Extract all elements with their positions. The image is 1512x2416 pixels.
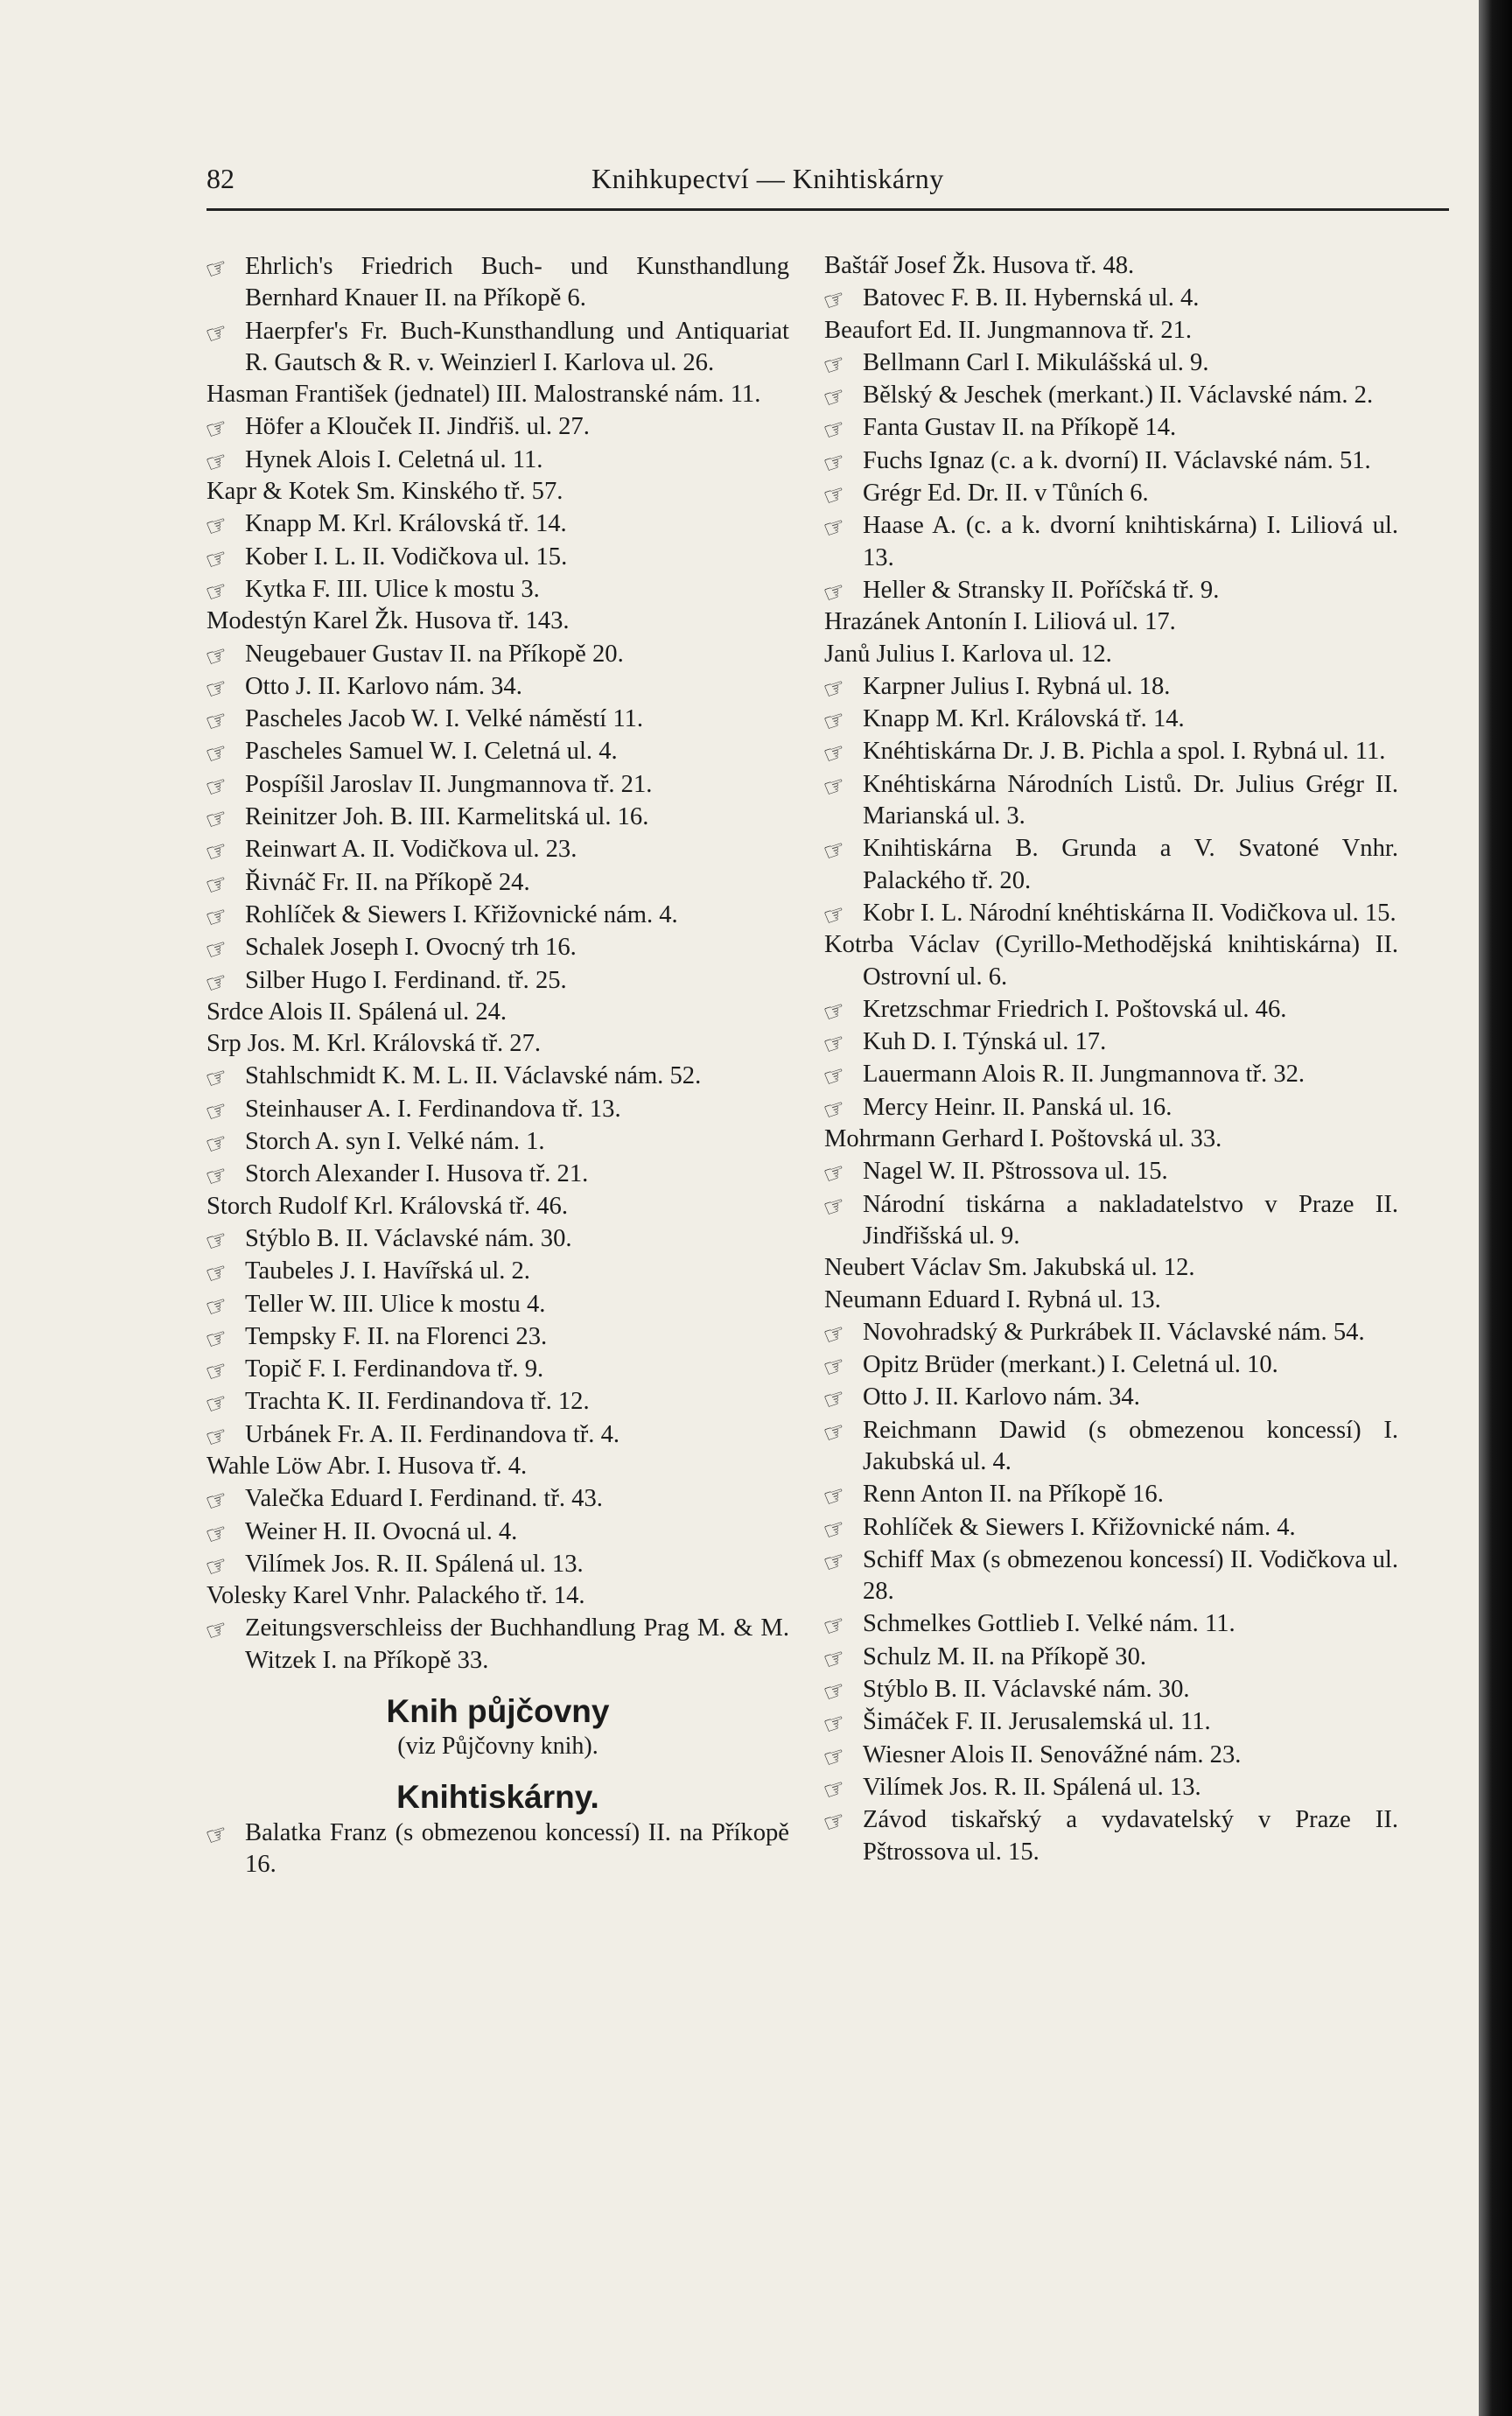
- directory-entry: [201, 315, 789, 380]
- pointing-hand-icon: ☞: [201, 1320, 232, 1355]
- pointing-hand-icon: ☞: [201, 1159, 232, 1194]
- directory-entry: [819, 1739, 1398, 1774]
- section-title-printers: Knihtiskárny.: [396, 1779, 599, 1816]
- pointing-hand-icon: ☞: [819, 1674, 850, 1709]
- directory-entry: [819, 1155, 1398, 1191]
- entry-text: Kretzschmar Friedrich I. Poštovská ul. 46.: [863, 995, 1287, 1023]
- directory-entry: [819, 1316, 1398, 1351]
- entry-text: Knapp M. Krl. Královská tř. 14.: [863, 705, 1185, 733]
- entry-text: Vilímek Jos. R. II. Spálená ul. 13.: [245, 1550, 584, 1578]
- entry-text: Stahlschmidt K. M. L. II. Václavské nám. 52.: [245, 1062, 702, 1090]
- entry-text: Storch A. syn I. Velké nám. 1.: [245, 1128, 545, 1156]
- entry-text: Neumann Eduard I. Rybná ul. 13.: [824, 1285, 1161, 1313]
- entry-text: Fanta Gustav II. na Příkopě 14.: [863, 414, 1177, 442]
- pointing-hand-icon: ☞: [201, 638, 232, 673]
- directory-entry: [819, 1544, 1398, 1608]
- pointing-hand-icon: ☞: [819, 283, 850, 318]
- entry-text: Kober I. L. II. Vodičkova ul. 15.: [245, 543, 568, 571]
- pointing-hand-icon: ☞: [201, 834, 232, 869]
- pointing-hand-icon: ☞: [201, 541, 232, 576]
- directory-entry: [824, 1252, 1398, 1284]
- pointing-hand-icon: ☞: [819, 1772, 850, 1807]
- entry-text: Balatka Franz (s obmezenou koncessí) II. na Příkopě 16.: [245, 1819, 789, 1879]
- pointing-hand-icon: ☞: [201, 574, 232, 609]
- pointing-hand-icon: ☞: [201, 736, 232, 771]
- directory-entry: [201, 931, 789, 967]
- directory-entry: [201, 703, 789, 739]
- entry-text: Steinhauser A. I. Ferdinandova tř. 13.: [245, 1095, 621, 1123]
- entry-text: Grégr Ed. Dr. II. v Tůních 6.: [863, 480, 1149, 508]
- entry-text: Novohradský & Purkrábek II. Václavské nám. 54.: [863, 1318, 1365, 1346]
- directory-entry: [201, 735, 789, 771]
- pointing-hand-icon: ☞: [201, 411, 232, 446]
- directory-entry: [824, 250, 1398, 282]
- entry-text: Pospíšil Jaroslav II. Jungmannova tř. 21.: [245, 770, 653, 798]
- entry-text: Zeitungsverschleiss der Buchhandlung Prag M. & M. Witzek I. na Příkopě 33.: [245, 1614, 789, 1674]
- directory-entry: [819, 1478, 1398, 1514]
- entry-text: Weiner H. II. Ovocná ul. 4.: [245, 1517, 518, 1545]
- directory-entry: [819, 768, 1398, 833]
- entry-text: Neubert Václav Sm. Jakubská ul. 12.: [824, 1254, 1195, 1282]
- pointing-hand-icon: ☞: [201, 315, 232, 350]
- directory-entry: [201, 1385, 789, 1421]
- directory-entry: [819, 670, 1398, 706]
- pointing-hand-icon: ☞: [201, 964, 232, 999]
- directory-entry: [201, 1222, 789, 1258]
- pointing-hand-icon: ☞: [201, 1061, 232, 1096]
- pointing-hand-icon: ☞: [201, 1093, 232, 1128]
- pointing-hand-icon: ☞: [201, 1126, 232, 1161]
- entry-text: Schmelkes Gottlieb I. Velké nám. 11.: [863, 1610, 1236, 1638]
- directory-entry: [819, 832, 1398, 897]
- page-header: [206, 156, 1449, 208]
- directory-entry: [819, 1705, 1398, 1741]
- directory-entry: [201, 1516, 789, 1551]
- entry-text: Opitz Brüder (merkant.) I. Celetná ul. 10.: [863, 1351, 1278, 1379]
- directory-entry: [206, 606, 789, 637]
- directory-entry: [206, 1191, 789, 1222]
- entry-text: Národní tiskárna a nakladatelstvo v Praze II. Jindřišská ul. 9.: [863, 1190, 1398, 1250]
- page-number: 82: [206, 163, 234, 194]
- directory-entry: [819, 1511, 1398, 1546]
- directory-entry: [206, 1028, 789, 1060]
- pointing-hand-icon: ☞: [819, 1544, 850, 1579]
- pointing-hand-icon: ☞: [819, 670, 850, 706]
- pointing-hand-icon: ☞: [819, 1641, 850, 1676]
- directory-entry: [819, 703, 1398, 739]
- pointing-hand-icon: ☞: [819, 347, 850, 382]
- directory-entry: [201, 573, 789, 609]
- entry-text: Fuchs Ignaz (c. a k. dvorní) II. Václavské nám. 51.: [863, 446, 1371, 474]
- directory-entry: [201, 768, 789, 803]
- entry-text: Závod tiskařský a vydavatelský v Praze II. Pštrossova ul. 15.: [863, 1806, 1398, 1866]
- pointing-hand-icon: ☞: [819, 736, 850, 771]
- directory-entry: [824, 606, 1398, 638]
- directory-entry: [824, 639, 1398, 670]
- right-entry-list: [819, 250, 1398, 1868]
- pointing-hand-icon: ☞: [201, 1613, 232, 1648]
- entry-text: Batovec F. B. II. Hybernská ul. 4.: [863, 284, 1200, 312]
- directory-entry: [201, 1548, 789, 1584]
- entry-text: Baštář Josef Žk. Husova tř. 48.: [824, 252, 1135, 279]
- directory-entry: [819, 1058, 1398, 1094]
- left-column: [201, 250, 789, 1881]
- entry-text: Wahle Löw Abr. I. Husova tř. 4.: [206, 1452, 528, 1480]
- entry-text: Ehrlich's Friedrich Buch- und Kunsthandlung Bernhard Knauer II. na Příkopě 6.: [245, 253, 789, 312]
- entry-text: Beaufort Ed. II. Jungmannova tř. 21.: [824, 316, 1193, 344]
- directory-entry: [201, 541, 789, 576]
- directory-entry: [201, 670, 789, 706]
- entry-text: Řivnáč Fr. II. na Příkopě 24.: [245, 868, 530, 896]
- entry-text: Schalek Joseph I. Ovocný trh 16.: [245, 934, 577, 962]
- pointing-hand-icon: ☞: [819, 1059, 850, 1094]
- pointing-hand-icon: ☞: [819, 1156, 850, 1191]
- pointing-hand-icon: ☞: [201, 1256, 232, 1291]
- entry-text: Bellmann Carl I. Mikulášská ul. 9.: [863, 348, 1209, 376]
- directory-entry: [206, 379, 789, 410]
- entry-text: Stýblo B. II. Václavské nám. 30.: [245, 1224, 572, 1252]
- entry-text: Valečka Eduard I. Ferdinand. tř. 43.: [245, 1485, 603, 1513]
- directory-entry: [819, 1771, 1398, 1807]
- pointing-hand-icon: ☞: [201, 1516, 232, 1551]
- entry-text: Haerpfer's Fr. Buch-Kunsthandlung und Antiquariat R. Gautsch & R. v. Weinzierl I. Karlova ul. 26.: [245, 317, 789, 376]
- entry-text: Tempsky F. II. na Florenci 23.: [245, 1322, 548, 1350]
- directory-entry: [819, 1381, 1398, 1417]
- directory-entry: [819, 735, 1398, 771]
- entry-text: Schulz M. II. na Příkopě 30.: [863, 1642, 1147, 1670]
- directory-entry: [201, 1060, 789, 1096]
- entry-text: Storch Alexander I. Husova tř. 21.: [245, 1160, 589, 1188]
- pointing-hand-icon: ☞: [201, 1817, 232, 1852]
- pointing-hand-icon: ☞: [819, 1382, 850, 1417]
- pointing-hand-icon: ☞: [819, 575, 850, 610]
- printers-entry-list: [201, 1817, 789, 1881]
- section-subtitle-lending: (viz Půjčovny knih).: [397, 1733, 598, 1761]
- entry-text: Kobr I. L. Národní knéhtiskárna II. Vodičkova ul. 15.: [863, 899, 1396, 927]
- pointing-hand-icon: ☞: [201, 1483, 232, 1518]
- pointing-hand-icon: ☞: [201, 802, 232, 837]
- entry-text: Karpner Julius I. Rybná ul. 18.: [863, 672, 1171, 700]
- directory-entry: [824, 929, 1398, 993]
- directory-entry: [201, 1288, 789, 1323]
- header-rule: [206, 208, 1449, 211]
- directory-entry: [201, 508, 789, 543]
- directory-entry: [201, 1482, 789, 1518]
- entry-text: Urbánek Fr. A. II. Ferdinandova tř. 4.: [245, 1420, 620, 1448]
- entry-text: Otto J. II. Karlovo nám. 34.: [863, 1383, 1140, 1411]
- directory-entry: [201, 1612, 789, 1677]
- entry-text: Schiff Max (s obmezenou koncessí) II. Vodičkova ul. 28.: [863, 1545, 1398, 1606]
- pointing-hand-icon: ☞: [201, 444, 232, 479]
- pointing-hand-icon: ☞: [201, 1222, 232, 1258]
- directory-entry: [819, 897, 1398, 933]
- pointing-hand-icon: ☞: [201, 1354, 232, 1389]
- scan-edge: [1479, 0, 1512, 2416]
- directory-entry: [824, 315, 1398, 347]
- directory-entry: [824, 1285, 1398, 1316]
- directory-entry: [819, 1348, 1398, 1384]
- entry-text: Renn Anton II. na Příkopě 16.: [863, 1481, 1164, 1509]
- entry-text: Nagel W. II. Pštrossova ul. 15.: [863, 1158, 1168, 1186]
- directory-entry: [824, 1124, 1398, 1155]
- entry-text: Lauermann Alois R. II. Jungmannova tř. 32.: [863, 1061, 1306, 1089]
- entry-text: Srp Jos. M. Krl. Královská tř. 27.: [206, 1030, 542, 1058]
- pointing-hand-icon: ☞: [819, 833, 850, 868]
- entry-text: Kytka F. III. Ulice k mostu 3.: [245, 575, 540, 603]
- directory-entry: [819, 411, 1398, 447]
- entry-text: Hrazánek Antonín I. Liliová ul. 17.: [824, 608, 1176, 636]
- entry-text: Modestýn Karel Žk. Husova tř. 143.: [206, 607, 570, 635]
- entry-text: Hynek Alois I. Celetná ul. 11.: [245, 445, 543, 473]
- directory-entry: [819, 574, 1398, 610]
- entry-text: Stýblo B. II. Václavské nám. 30.: [863, 1676, 1190, 1704]
- pointing-hand-icon: ☞: [819, 1479, 850, 1514]
- section-title-lending: Knih půjčovny: [386, 1693, 610, 1730]
- pointing-hand-icon: ☞: [819, 1026, 850, 1061]
- directory-entry: [819, 1641, 1398, 1676]
- entry-text: Pascheles Jacob W. I. Velké náměstí 11.: [245, 705, 644, 733]
- entry-text: Otto J. II. Karlovo nám. 34.: [245, 672, 522, 700]
- entry-text: Rohlíček & Siewers I. Křižovnické nám. 4.: [245, 900, 678, 928]
- directory-entry: [819, 1091, 1398, 1126]
- pointing-hand-icon: ☞: [819, 1188, 850, 1223]
- pointing-hand-icon: ☞: [819, 768, 850, 803]
- entry-text: Reinitzer Joh. B. III. Karmelitská ul. 16.: [245, 803, 649, 831]
- entry-text: Trachta K. II. Ferdinandova tř. 12.: [245, 1388, 590, 1416]
- directory-entry: [201, 1158, 789, 1194]
- pointing-hand-icon: ☞: [819, 1706, 850, 1741]
- directory-entry: [819, 1803, 1398, 1868]
- directory-entry: [819, 477, 1398, 513]
- entry-text: Šimáček F. II. Jerusalemská ul. 11.: [863, 1708, 1211, 1736]
- pointing-hand-icon: ☞: [819, 1349, 850, 1384]
- pointing-hand-icon: ☞: [201, 251, 232, 286]
- entry-text: Knapp M. Krl. Královská tř. 14.: [245, 510, 567, 538]
- pointing-hand-icon: ☞: [201, 704, 232, 739]
- directory-entry: [201, 638, 789, 673]
- directory-entry: [819, 1188, 1398, 1253]
- pointing-hand-icon: ☞: [201, 1418, 232, 1453]
- directory-entry: [201, 1255, 789, 1291]
- pointing-hand-icon: ☞: [819, 1511, 850, 1546]
- pointing-hand-icon: ☞: [201, 866, 232, 901]
- pointing-hand-icon: ☞: [201, 1288, 232, 1323]
- entry-text: Mohrmann Gerhard I. Poštovská ul. 33.: [824, 1125, 1222, 1153]
- pointing-hand-icon: ☞: [819, 1414, 850, 1449]
- directory-entry: [819, 347, 1398, 382]
- pointing-hand-icon: ☞: [819, 1091, 850, 1126]
- pointing-hand-icon: ☞: [201, 899, 232, 935]
- pointing-hand-icon: ☞: [201, 1386, 232, 1421]
- directory-entry: [201, 899, 789, 935]
- directory-entry: [819, 1673, 1398, 1709]
- directory-entry: [819, 509, 1398, 574]
- directory-entry: [201, 801, 789, 837]
- directory-entry: [201, 1353, 789, 1389]
- directory-entry: [201, 1418, 789, 1453]
- right-column: [819, 250, 1398, 1868]
- entry-text: Bělský & Jeschek (merkant.) II. Václavské nám. 2.: [863, 382, 1374, 410]
- pointing-hand-icon: ☞: [201, 768, 232, 803]
- entry-text: Kotrba Václav (Cyrillo-Methodějská knihtiskárna) II. Ostrovní ul. 6.: [824, 931, 1398, 991]
- running-title: Knihkupectví — Knihtiskárny: [592, 163, 944, 194]
- entry-text: Knéhtiskárna Dr. J. B. Pichla a spol. I. Rybná ul. 11.: [863, 738, 1386, 766]
- pointing-hand-icon: ☞: [819, 1739, 850, 1774]
- entry-text: Teller W. III. Ulice k mostu 4.: [245, 1290, 546, 1318]
- pointing-hand-icon: ☞: [819, 1316, 850, 1351]
- directory-entry: [819, 1607, 1398, 1643]
- entry-text: Kuh D. I. Týnská ul. 17.: [863, 1028, 1107, 1056]
- entry-text: Volesky Karel Vnhr. Palackého tř. 14.: [206, 1582, 585, 1610]
- entry-text: Reinwart A. II. Vodičkova ul. 23.: [245, 836, 578, 864]
- entry-text: Neugebauer Gustav II. na Příkopě 20.: [245, 640, 624, 668]
- directory-entry: [819, 1414, 1398, 1479]
- pointing-hand-icon: ☞: [201, 932, 232, 967]
- entry-text: Vilímek Jos. R. II. Spálená ul. 13.: [863, 1773, 1201, 1801]
- directory-entry: [819, 282, 1398, 318]
- entry-text: Höfer a Klouček II. Jindřiš. ul. 27.: [245, 413, 590, 441]
- entry-text: Rohlíček & Siewers I. Křižovnické nám. 4.: [863, 1513, 1296, 1541]
- directory-entry: [201, 1093, 789, 1128]
- pointing-hand-icon: ☞: [819, 1608, 850, 1643]
- entry-text: Topič F. I. Ferdinandova tř. 9.: [245, 1355, 544, 1383]
- pointing-hand-icon: ☞: [819, 1804, 850, 1839]
- entry-text: Pascheles Samuel W. I. Celetná ul. 4.: [245, 738, 618, 766]
- pointing-hand-icon: ☞: [819, 478, 850, 513]
- entry-text: Wiesner Alois II. Senovážné nám. 23.: [863, 1740, 1242, 1768]
- directory-entry: [201, 866, 789, 901]
- entry-text: Knéhtiskárna Národních Listů. Dr. Julius Grégr II. Marianská ul. 3.: [863, 770, 1398, 830]
- directory-entry: [206, 1451, 789, 1482]
- directory-entry: [819, 445, 1398, 480]
- pointing-hand-icon: ☞: [819, 380, 850, 415]
- directory-entry: [819, 993, 1398, 1029]
- pointing-hand-icon: ☞: [201, 508, 232, 543]
- entry-text: Mercy Heinr. II. Panská ul. 16.: [863, 1093, 1172, 1121]
- entry-text: Knihtiskárna B. Grunda a V. Svatoné Vnhr. Palackého tř. 20.: [863, 835, 1398, 894]
- directory-entry: [201, 410, 789, 446]
- pointing-hand-icon: ☞: [201, 670, 232, 706]
- pointing-hand-icon: ☞: [819, 993, 850, 1029]
- pointing-hand-icon: ☞: [819, 510, 850, 545]
- directory-entry: [206, 1580, 789, 1612]
- entry-text: Storch Rudolf Krl. Královská tř. 46.: [206, 1192, 568, 1220]
- directory-entry: [201, 1817, 789, 1881]
- directory-entry: [201, 1125, 789, 1161]
- left-entry-list: [201, 250, 789, 1677]
- entry-text: Janů Julius I. Karlova ul. 12.: [824, 640, 1112, 668]
- entry-text: Silber Hugo I. Ferdinand. tř. 25.: [245, 966, 567, 994]
- pointing-hand-icon: ☞: [819, 412, 850, 447]
- entry-text: Srdce Alois II. Spálená ul. 24.: [206, 998, 508, 1026]
- directory-entry: [819, 1026, 1398, 1061]
- directory-entry: [206, 997, 789, 1028]
- pointing-hand-icon: ☞: [819, 445, 850, 480]
- pointing-hand-icon: ☞: [201, 1548, 232, 1584]
- entry-text: Haase A. (c. a k. dvorní knihtiskárna) I. Liliová ul. 13.: [863, 512, 1398, 571]
- entry-text: Taubeles J. I. Havířská ul. 2.: [245, 1257, 530, 1285]
- directory-entry: [201, 964, 789, 999]
- directory-entry: [201, 250, 789, 315]
- entry-text: Reichmann Dawid (s obmezenou koncessí) I. Jakubská ul. 4.: [863, 1416, 1398, 1475]
- entry-text: Heller & Stransky II. Poříčská tř. 9.: [863, 576, 1220, 604]
- entry-text: Kapr & Kotek Sm. Kinského tř. 57.: [206, 478, 564, 506]
- directory-entry: [201, 444, 789, 479]
- directory-entry: [819, 379, 1398, 415]
- directory-entry: [201, 1320, 789, 1355]
- directory-entry: [206, 476, 789, 508]
- pointing-hand-icon: ☞: [819, 704, 850, 739]
- pointing-hand-icon: ☞: [819, 897, 850, 933]
- entry-text: Hasman František (jednatel) III. Malostranské nám. 11.: [206, 381, 761, 409]
- directory-entry: [201, 833, 789, 869]
